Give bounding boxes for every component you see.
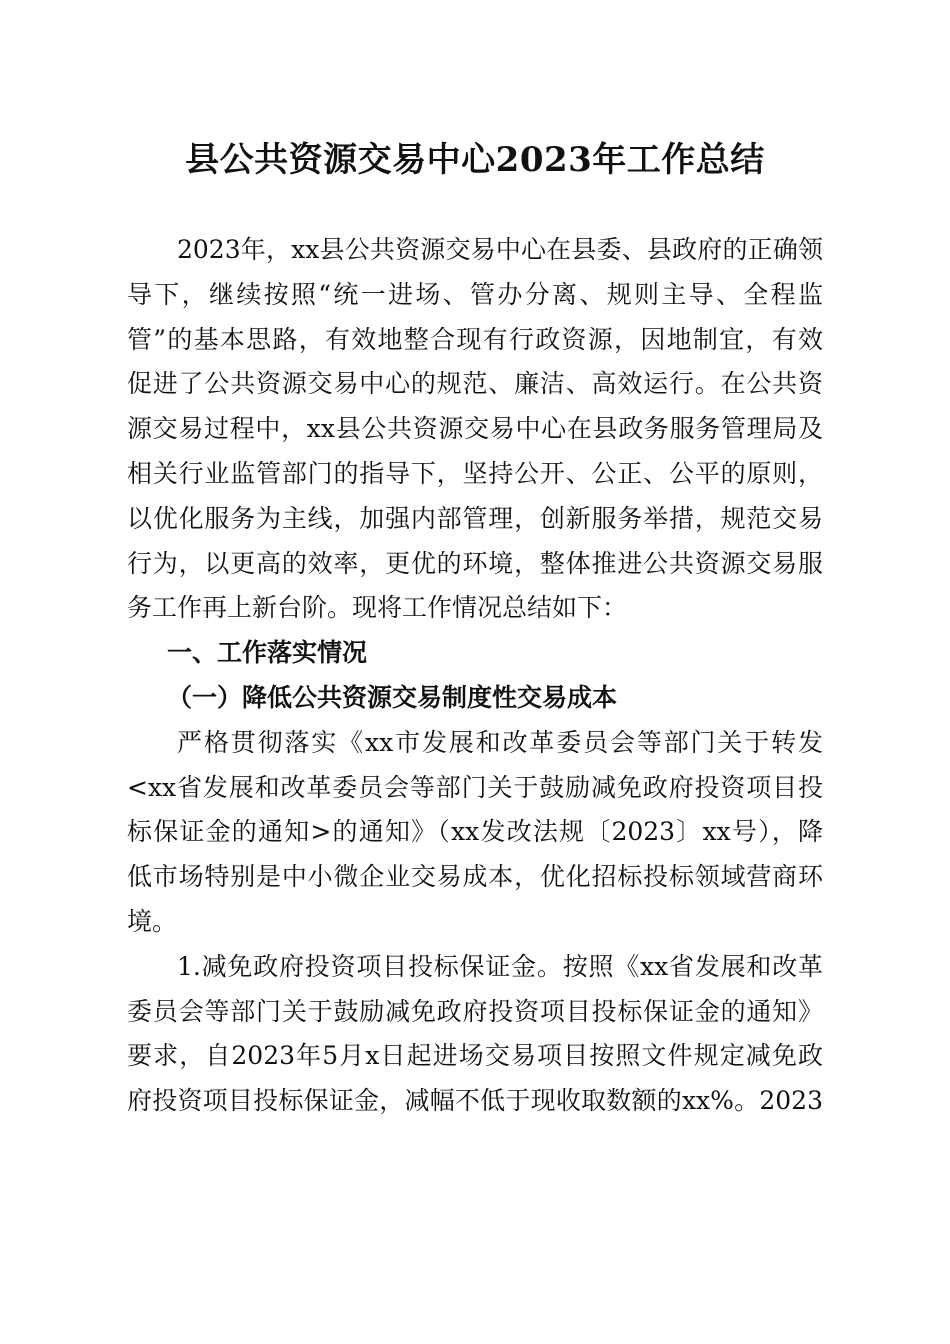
subsection-heading — [127, 676, 823, 721]
text-line: <xx省发展和改革委员会等部门关于鼓励减免政府投资项目投 — [127, 772, 823, 802]
text-line: （一）降低公共资源交易制度性交易成本 — [167, 682, 618, 712]
text-line: 务工作再上新台阶。现将工作情况总结如下： — [127, 593, 628, 623]
text-line: 委员会等部门关于鼓励减免政府投资项目投标保证金的通知》 — [127, 996, 823, 1026]
text-line: 促进了公共资源交易中心的规范、廉洁、高效运行。在公共资 — [127, 369, 823, 399]
text-line: 1.减免政府投资项目投标保证金。按照《xx省发展和改革 — [177, 951, 823, 981]
text-line: 行为，以更高的效率，更优的环境，整体推进公共资源交易服 — [127, 548, 823, 578]
paragraph — [127, 721, 823, 945]
text-line: 境。 — [127, 906, 178, 936]
text-line: 导下，继续按照“统一进场、管办分离、规则主导、全程监 — [127, 279, 823, 309]
text-line: 2023年，xx县公共资源交易中心在县委、县政府的正确领 — [177, 235, 823, 264]
section-heading — [127, 631, 823, 676]
paragraph — [127, 228, 823, 631]
document-body — [127, 228, 823, 1124]
text-line: 低市场特别是中小微企业交易成本，优化招标投标领域营商环 — [127, 862, 823, 892]
text-line: 要求，自2023年5月x日起进场交易项目按照文件规定减免政 — [127, 1041, 823, 1071]
text-line: 源交易过程中，xx县公共资源交易中心在县政务服务管理局及 — [127, 414, 823, 444]
document-title: 县公共资源交易中心2023年工作总结 — [185, 140, 765, 180]
text-line: 以优化服务为主线，加强内部管理，创新服务举措，规范交易 — [127, 503, 823, 533]
text-line: 标保证金的通知>的通知》（xx发改法规〔2023〕xx号），降 — [127, 817, 823, 847]
text-line: 管”的基本思路，有效地整合现有行政资源，因地制宜，有效 — [127, 324, 823, 354]
text-line: 府投资项目投标保证金，减幅不低于现收取数额的xx%。2023 — [127, 1086, 823, 1116]
text-line: 一、工作落实情况 — [167, 638, 368, 668]
text-line: 严格贯彻落实《xx市发展和改革委员会等部门关于转发 — [177, 727, 823, 757]
text-line: 相关行业监管部门的指导下，坚持公开、公正、公平的原则， — [127, 458, 823, 488]
paragraph — [127, 945, 823, 1124]
